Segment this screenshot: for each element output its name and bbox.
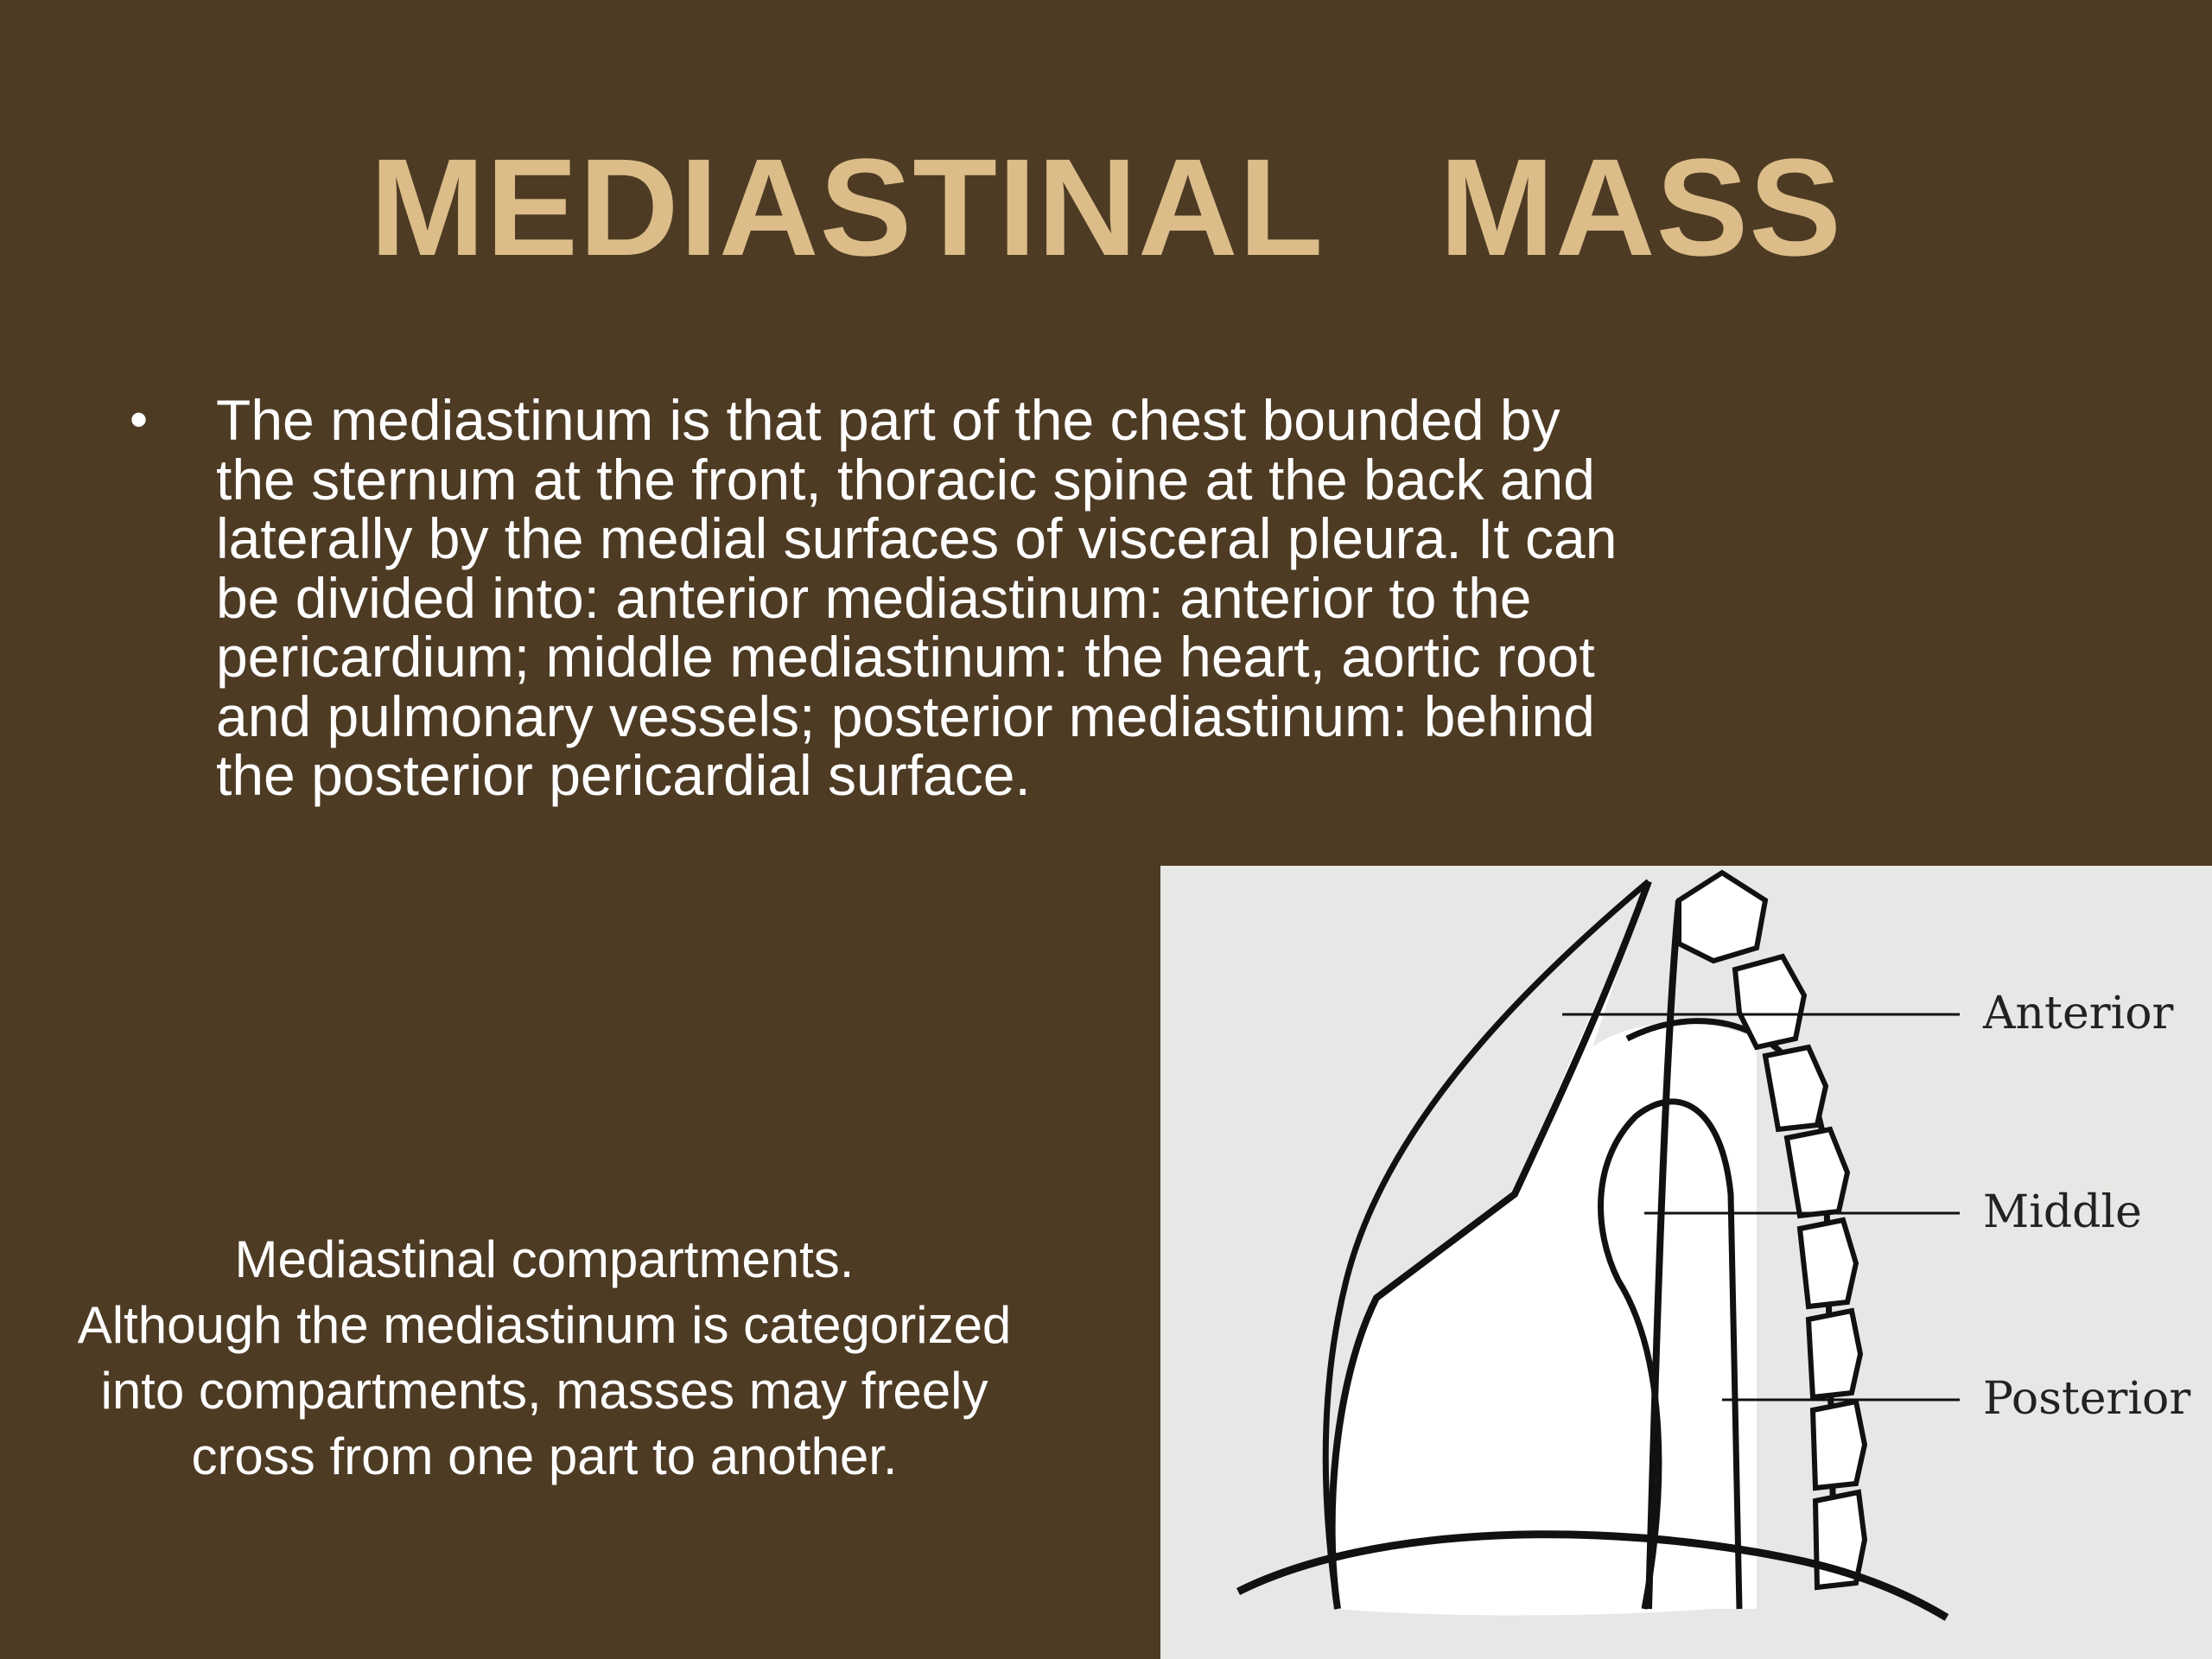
- bullet-line: be divided into: anterior mediastinum: anterior to the: [216, 565, 1532, 630]
- bullet-line: pericardium; middle mediastinum: the heart, aortic root: [216, 625, 1595, 689]
- bullet-text: [216, 388, 1771, 807]
- heart-region: [1332, 881, 1757, 1616]
- mediastinum-diagram-svg: [1160, 866, 2212, 1659]
- figure-caption: [26, 1227, 1063, 1490]
- bullet-line: laterally by the medial surfaces of visceral pleura. It can: [216, 506, 1618, 570]
- bullet-line: the posterior pericardial surface.: [216, 743, 1031, 807]
- caption-line: Although the mediastinum is categorized: [77, 1296, 1012, 1354]
- bullet-marker: •: [130, 391, 149, 448]
- caption-line: cross from one part to another.: [191, 1427, 898, 1485]
- bullet-line: and pulmonary vessels; posterior mediastinum: behind: [216, 683, 1595, 748]
- mediastinum-diagram: [1160, 866, 2212, 1659]
- slide-title: MEDIASTINAL MASS: [369, 130, 1842, 284]
- bullet-line: The mediastinum is that part of the chest bounded by: [216, 388, 1560, 452]
- caption-line: Mediastinal compartments.: [234, 1230, 855, 1288]
- caption-line: into compartments, masses may freely: [100, 1362, 988, 1420]
- middle-label: Middle: [1983, 1186, 2142, 1238]
- anterior-label: Anterior: [1983, 988, 2174, 1039]
- posterior-label: Posterior: [1983, 1373, 2191, 1425]
- bullet-line: the sternum at the front, thoracic spine at the back and: [216, 447, 1595, 512]
